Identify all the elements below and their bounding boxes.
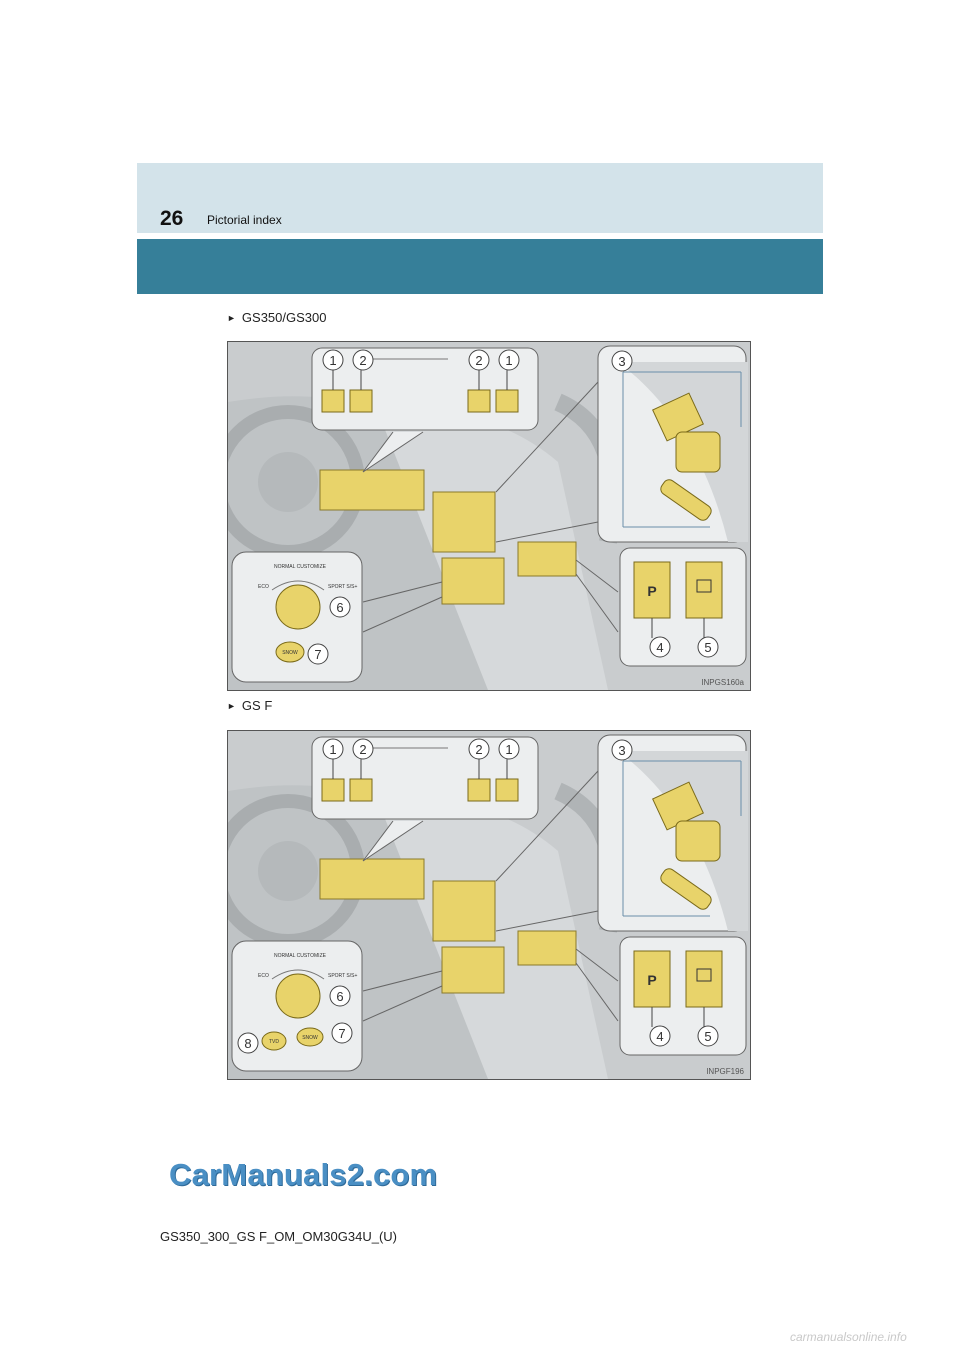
callout-1b: 1: [505, 353, 513, 368]
svg-text:NORMAL CUSTOMIZE: NORMAL CUSTOMIZE: [274, 953, 326, 959]
variant-label-gsf: [227, 698, 272, 713]
variant-text: GS F: [241, 698, 273, 713]
figure-gsf: [227, 730, 751, 1080]
callout-2a: 2: [359, 353, 367, 368]
callout-5: 5: [704, 1029, 712, 1044]
svg-text:SNOW: SNOW: [302, 1035, 318, 1041]
svg-text:ECO: ECO: [258, 584, 269, 590]
callout-8: 8: [244, 1036, 252, 1051]
callout-1a: 1: [329, 353, 337, 368]
triangle-bullet-icon: ►: [227, 313, 236, 323]
callout-7: 7: [338, 1026, 346, 1041]
figure-illustration: [228, 731, 750, 1079]
callout-2b: 2: [475, 742, 483, 757]
site-watermark: carmanualsonline.info: [790, 1330, 907, 1344]
callout-3: 3: [618, 354, 626, 369]
svg-text:P: P: [647, 972, 657, 988]
watermark: CarManuals2.com: [169, 1157, 438, 1192]
callout-1b: 1: [505, 742, 513, 757]
page-number: 26: [160, 207, 184, 230]
figure-code: INPGF196: [706, 1067, 744, 1076]
figure-code: INPGS160a: [701, 678, 744, 687]
svg-text:ECO: ECO: [258, 973, 269, 979]
callout-6: 6: [336, 600, 344, 615]
svg-text:NORMAL CUSTOMIZE: NORMAL CUSTOMIZE: [274, 564, 326, 570]
footer-doc-code: GS350_300_GS F_OM_OM30G34U_(U): [160, 1229, 397, 1244]
callout-7: 7: [314, 647, 322, 662]
variant-text: GS350/GS300: [241, 310, 327, 325]
triangle-bullet-icon: ►: [227, 701, 236, 711]
svg-text:SPORT S/S+: SPORT S/S+: [328, 973, 358, 979]
callout-2b: 2: [475, 353, 483, 368]
callout-3: 3: [618, 743, 626, 758]
figure-gs350: [227, 341, 751, 691]
callout-4: 4: [656, 640, 664, 655]
figure-illustration: [228, 342, 750, 690]
section-title: Pictorial index: [207, 213, 282, 227]
callout-5: 5: [704, 640, 712, 655]
title-bar: [137, 239, 823, 294]
callout-1a: 1: [329, 742, 337, 757]
variant-label-gs350: [227, 310, 326, 325]
callout-2a: 2: [359, 742, 367, 757]
svg-text:SPORT S/S+: SPORT S/S+: [328, 584, 358, 590]
svg-text:TVD: TVD: [269, 1039, 279, 1045]
callout-4: 4: [656, 1029, 664, 1044]
svg-text:SNOW: SNOW: [282, 650, 298, 656]
svg-text:P: P: [647, 583, 657, 599]
callout-6: 6: [336, 989, 344, 1004]
